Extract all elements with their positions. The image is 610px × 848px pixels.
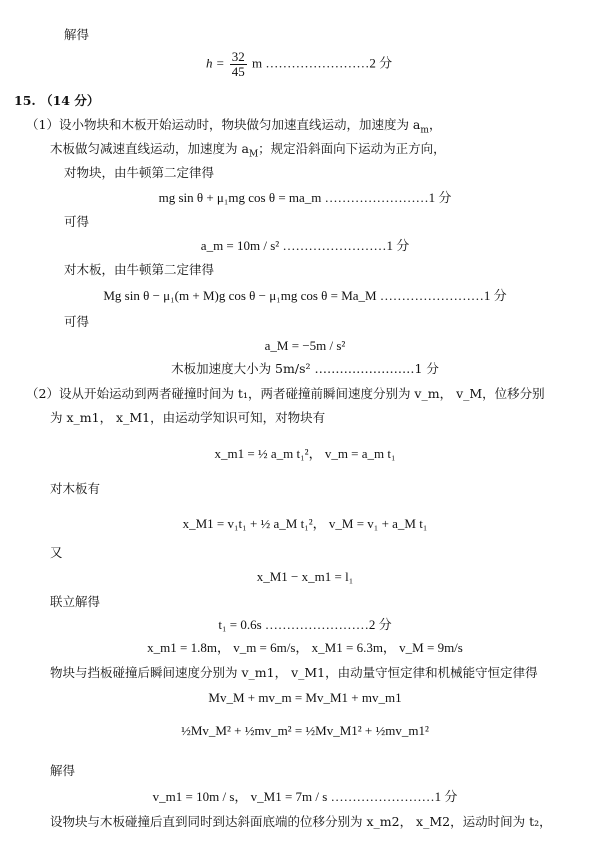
- eq-lhs: h =: [206, 55, 225, 71]
- text-line: 解得: [50, 763, 76, 778]
- fraction: [230, 50, 247, 79]
- equation: v_m1 = 10m / s， v_M1 = 7m / s ……………………1 分: [152, 789, 458, 804]
- problem-heading: 15. （14 分）: [14, 93, 100, 108]
- text: ；规定沿斜面向下运动为正方向，: [258, 141, 446, 156]
- text-line: 可得: [64, 214, 90, 229]
- equation: x_m1 = 1.8m， v_m = 6m/s， x_M1 = 6.3m， v_M = 9m/s: [147, 640, 463, 655]
- text-line: （1）设小物块和木板开始运动时，物块做匀加速直线运动，加速度为 $a_m$，: [26, 117, 442, 136]
- text-line: 木板做匀减速直线运动，加速度为 $a_M$；规定沿斜面向下运动为正方向，: [50, 141, 446, 160]
- text-line: 又: [50, 545, 63, 560]
- equation: mg sin θ + μ₁mg cos θ = ma_m ……………………1 分: [158, 190, 452, 205]
- numerator: 32: [231, 49, 245, 64]
- equation: x_M1 = v₁t₁ + ½ a_M t₁²， v_M = v₁ + a_M t₁: [182, 516, 428, 531]
- text-line: 对木板有: [50, 481, 101, 496]
- text-line: 设物块与木板碰撞后直到同时到达斜面底端的位移分别为 x_m2， x_M2，运动时间为 t₂，: [50, 814, 552, 829]
- denominator: 45: [231, 64, 245, 79]
- equation: Mg sin θ − μ₁(m + M)g cos θ − μ₁mg cos θ = Ma_M ……………………1 分: [103, 288, 507, 303]
- equation: Mv_M + mv_m = Mv_M1 + mv_m1: [208, 690, 402, 705]
- equation: a_m = 10m / s² ……………………1 分: [200, 238, 410, 253]
- equation: t₁ = 0.6s ……………………2 分: [218, 617, 392, 632]
- equation: ½Mv_M² + ½mv_m² = ½Mv_M1² + ½mv_m1²: [181, 723, 429, 738]
- text-line: （2）设从开始运动到两者碰撞时间为 t₁，两者碰撞前瞬间速度分别为 v_m， v_M，位移分别: [26, 386, 545, 401]
- text-line: 对物块，由牛顿第二定律得: [64, 165, 215, 180]
- text-line: 联立解得: [50, 594, 101, 609]
- equation-h: [206, 50, 392, 79]
- text: （1）设小物块和木板开始运动时，物块做匀加速直线运动，加速度为 a: [26, 117, 421, 132]
- text-line: 可得: [64, 314, 90, 329]
- eq-rest: m ……………………2 分: [252, 55, 393, 71]
- text-line: 木板加速度大小为 5m/s² ……………………1 分: [171, 361, 439, 376]
- text-line: 解得: [64, 27, 90, 42]
- equation: x_M1 − x_m1 = l₁: [256, 569, 354, 584]
- text: 木板做匀减速直线运动，加速度为 a: [50, 141, 249, 156]
- text-line: 为 x_m1， x_M1，由运动学知识可知，对物块有: [50, 410, 326, 425]
- text-line: 物块与挡板碰撞后瞬间速度分别为 v_m1， v_M1，由动量守恒定律和机械能守恒定律得: [50, 665, 538, 680]
- equation: a_M = −5m / s²: [264, 338, 346, 353]
- equation: x_m1 = ½ a_m t₁²， v_m = a_m t₁: [214, 446, 396, 461]
- text-line: 对木板，由牛顿第二定律得: [64, 262, 215, 277]
